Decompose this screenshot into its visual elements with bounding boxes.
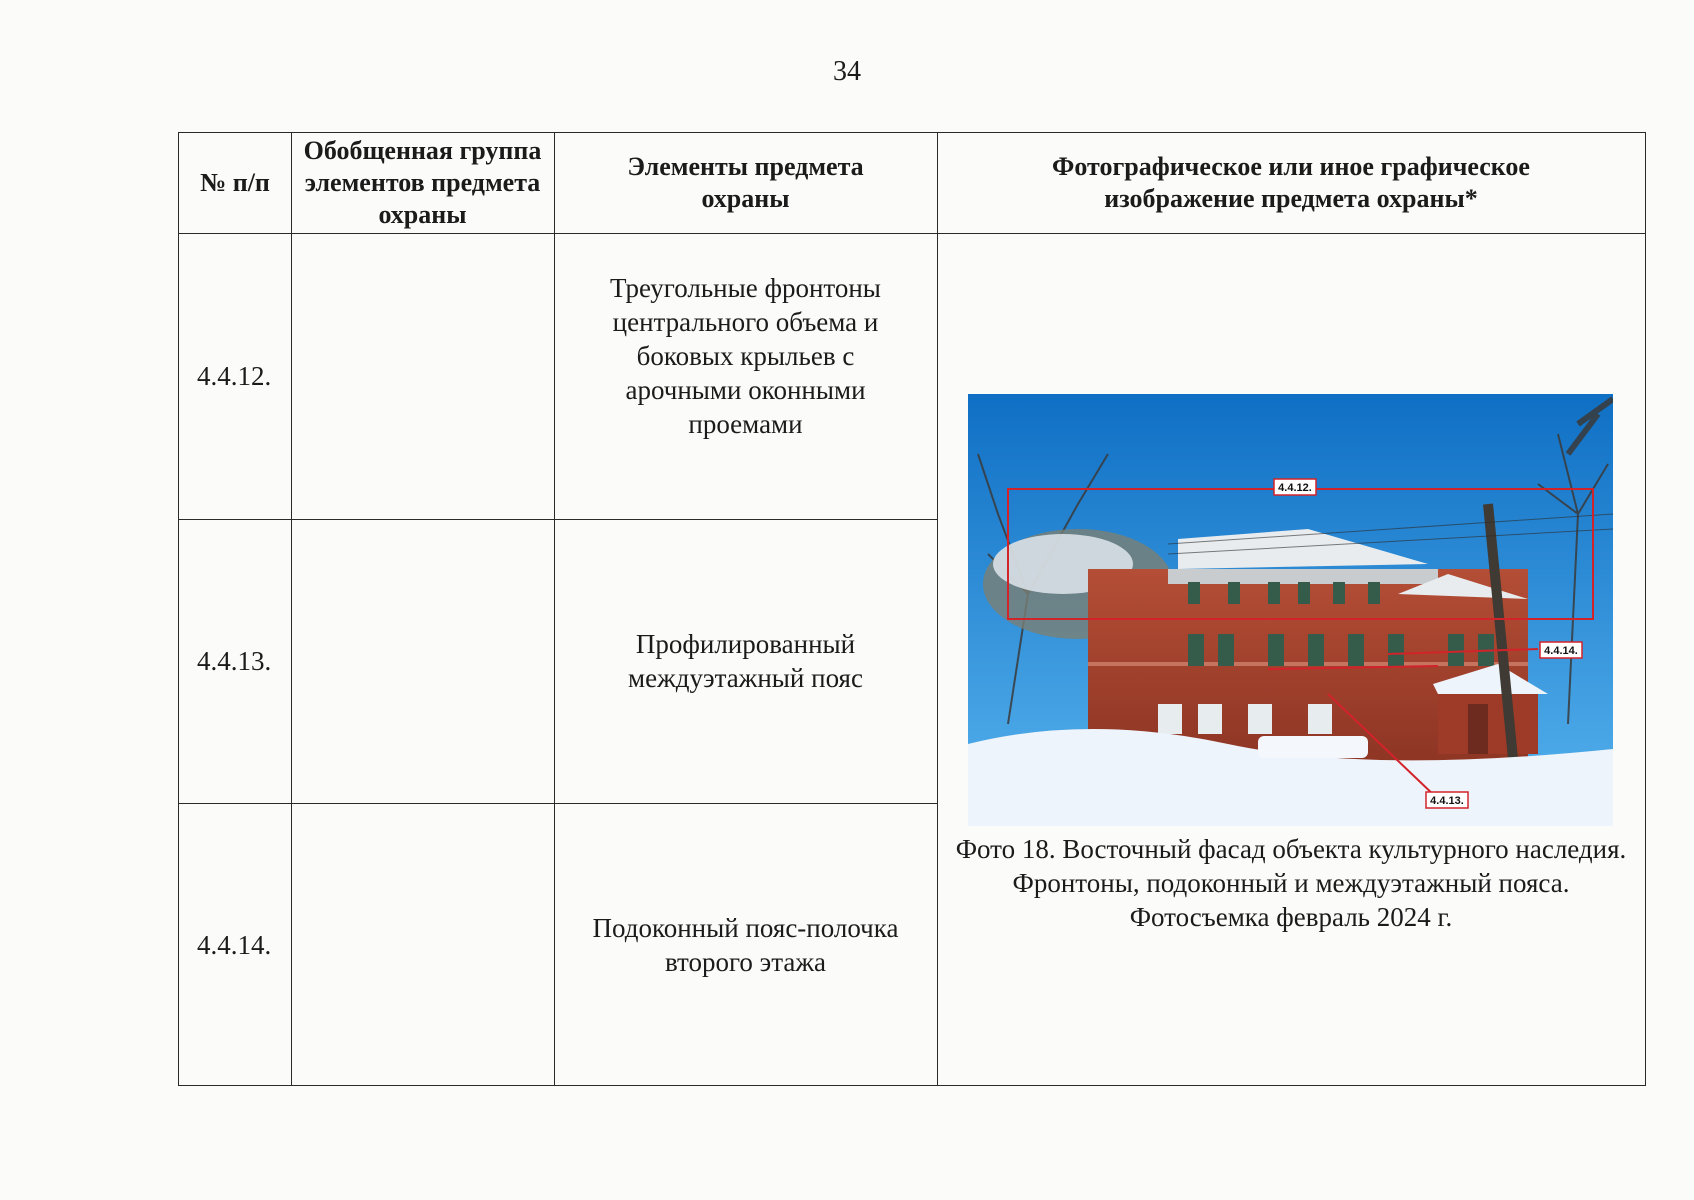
label-4413: 4.4.13. [1430, 795, 1464, 807]
label-4412: 4.4.12. [1278, 482, 1312, 494]
page-number: 34 [833, 56, 861, 87]
header-image: Фотографическое или иное графическое изображение предмета охраны* [1052, 152, 1530, 213]
row-element: Подоконный пояс-полочка второго этажа [592, 913, 899, 977]
row-number: 4.4.13. [197, 645, 272, 676]
row-group [291, 233, 554, 519]
row-number: 4.4.12. [197, 360, 272, 391]
row-element: Профилированный междуэтажный пояс [628, 629, 863, 693]
facade-photo [968, 394, 1613, 826]
row-group [291, 519, 554, 803]
row-element: Треугольные фронтоны центрального объема и боковых крыльев с арочными оконными проемами [610, 273, 881, 439]
photo-caption: Фото 18. Восточный фасад объекта культурного наследия. Фронтоны, подоконный и междуэтажный пояса. Фотосъемка февраль 2024 г. [955, 834, 1627, 932]
label-4414: 4.4.14. [1544, 645, 1578, 657]
header-num: № п/п [200, 168, 270, 197]
column-divider [937, 133, 938, 1085]
header-elements: Элементы предмета охраны [627, 152, 864, 213]
row-number: 4.4.14. [197, 929, 272, 960]
row-group [291, 803, 554, 1087]
header-group: Обобщенная группа элементов предмета охраны [303, 136, 542, 229]
